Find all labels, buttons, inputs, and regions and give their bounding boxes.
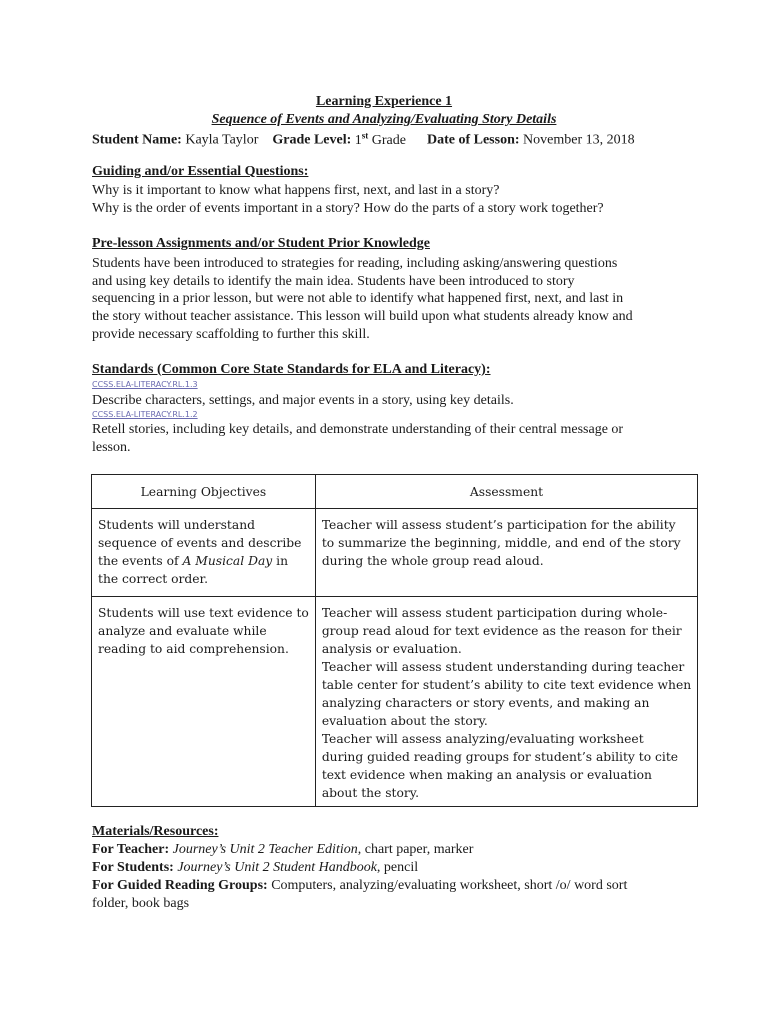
standard-description-1: Describe characters, settings, and major events in a story, using key details. <box>92 393 514 408</box>
grade-level-value: 1st Grade <box>354 130 406 148</box>
teacher-edition-title: Journey’s Unit 2 Teacher Edition <box>172 842 358 857</box>
standard-description-2-line-1: Retell stories, including key details, and demonstrate understanding of their central message or <box>92 422 624 437</box>
page-title: Learning Experience 1 <box>315 94 453 109</box>
objectives-assessment-table <box>91 474 698 807</box>
prelesson-paragraph: Students have been introduced to strategies for reading, including asking/answering questions and using key details to identify the main idea. Students have been introduced to story sequencing in a prior lesson, but were not able to identify what happened first, next, and last in the story without teacher assistance. This lesson will build upon what students already know and provide necessary scaffolding to further this skill. <box>92 256 633 342</box>
page-subtitle: Sequence of Events and Analyzing/Evaluating Story Details <box>211 112 557 127</box>
table-row <box>92 509 698 597</box>
materials-groups-line-2: folder, book bags <box>92 896 190 911</box>
standard-code-link-2[interactable]: CCSS.ELA-LITERACY.RL.1.2 <box>92 410 198 419</box>
teacher-label: For Teacher: <box>92 842 170 857</box>
student-name-value: Kayla Taylor <box>185 132 259 148</box>
book-title: A Musical Day <box>182 554 273 568</box>
date-value: November 13, 2018 <box>523 132 635 148</box>
student-handbook-title: Journey’s Unit 2 Student Handbook <box>177 860 377 875</box>
materials-students-line: For Students: Journey’s Unit 2 Student Handbook, pencil <box>92 860 419 875</box>
materials-groups-line: For Guided Reading Groups: Computers, analyzing/evaluating worksheet, short /o/ word sort <box>92 878 628 893</box>
objective-cell: Students will use text evidence to analyze and evaluate while reading to aid comprehension. <box>92 597 316 807</box>
guiding-questions-heading: Guiding and/or Essential Questions: <box>92 164 309 179</box>
prelesson-heading: Pre-lesson Assignments and/or Student Prior Knowledge <box>92 236 430 251</box>
groups-label: For Guided Reading Groups: <box>92 878 268 893</box>
lesson-info-line <box>92 130 635 149</box>
materials-heading: Materials/Resources: <box>92 824 219 839</box>
guiding-question-2: Why is the order of events important in a story? How do the parts of a story work together? <box>92 201 604 216</box>
standards-heading: Standards (Common Core State Standards for ELA and Literacy): <box>92 362 491 377</box>
column-header-assessment: Assessment <box>315 475 697 509</box>
student-name-label: Student Name: <box>92 132 182 148</box>
standard-code-link-1[interactable]: CCSS.ELA-LITERACY.RL.1.3 <box>92 380 198 389</box>
grade-level-label: Grade Level: <box>272 132 352 148</box>
guiding-question-1: Why is it important to know what happens first, next, and last in a story? <box>92 183 500 198</box>
students-label: For Students: <box>92 860 174 875</box>
materials-teacher-line: For Teacher: Journey’s Unit 2 Teacher Edition, chart paper, marker <box>92 842 474 857</box>
table-header-row <box>92 475 698 509</box>
column-header-objectives: Learning Objectives <box>92 475 316 509</box>
assessment-cell: Teacher will assess student participation during whole- group read aloud for text evidence as the reason for their analysis or evaluation. Teacher will assess student understanding during teacher table center for student’s ability to cite text evidence when analyzing characters or story events, and making an evaluation about the story. Teacher will assess analyzing/evaluating worksheet during guided reading groups for student’s ability to cite text evidence when making an analysis or evaluation about the story. <box>315 597 697 807</box>
standard-description-2-line-2: lesson. <box>92 440 131 455</box>
objective-cell: Students will understand sequence of events and describe the events of A Musical Day in the correct order. <box>92 509 316 597</box>
table-row <box>92 597 698 807</box>
assessment-cell: Teacher will assess student’s participation for the ability to summarize the beginning, middle, and end of the story during the whole group read aloud. <box>315 509 697 597</box>
date-label: Date of Lesson: <box>426 132 520 148</box>
